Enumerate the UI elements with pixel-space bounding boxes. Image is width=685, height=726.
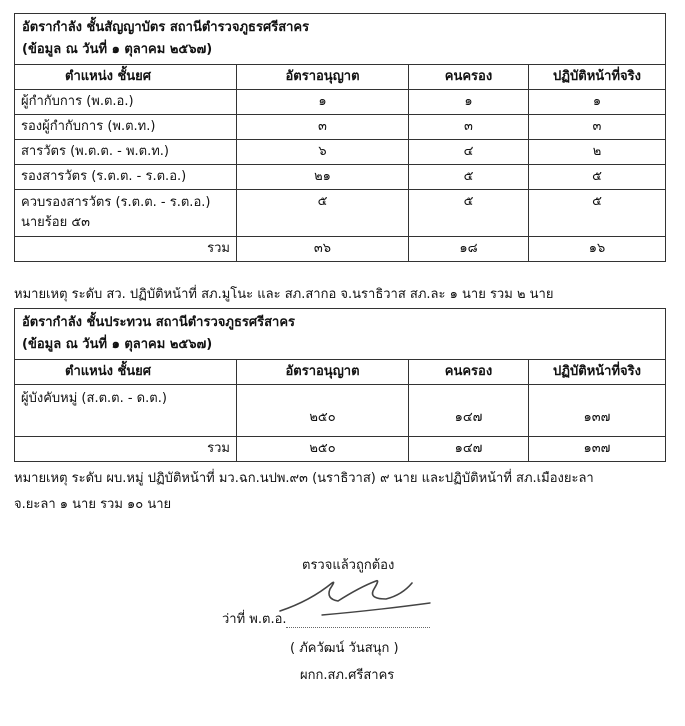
table-title-block [15, 309, 666, 360]
total-actual: ๑๖ [529, 237, 666, 262]
row-held: ๑๔๗ [409, 385, 529, 437]
row-allowed: ๖ [237, 140, 409, 165]
row-allowed: ๒๑ [237, 165, 409, 190]
row-actual: ๑ [529, 90, 666, 115]
col-header-actual: ปฏิบัติหน้าที่จริง [529, 360, 666, 385]
row-allowed: ๕ [237, 190, 409, 237]
row-held: ๕ [409, 190, 529, 237]
table-row [15, 140, 666, 165]
row-held: ๓ [409, 115, 529, 140]
row-position: ผู้กำกับการ (พ.ต.อ.) [15, 90, 237, 115]
total-held: ๑๔๗ [409, 437, 529, 462]
table-row [15, 385, 666, 437]
row-held: ๕ [409, 165, 529, 190]
row-allowed: ๓ [237, 115, 409, 140]
signer-name: ( ภัควัฒน์ วันสนุก ) [290, 641, 399, 656]
total-label: รวม [15, 437, 237, 462]
table-row [15, 90, 666, 115]
total-held: ๑๘ [409, 237, 529, 262]
table-header-row [15, 65, 666, 90]
row-position: ควบรองสารวัตร (ร.ต.ต. - ร.ต.อ.) [21, 195, 211, 210]
total-allowed: ๒๕๐ [237, 437, 409, 462]
table-title: อัตรากำลัง ชั้นประทวน สถานีตำรวจภูธรศรีสาคร [22, 315, 296, 330]
row-actual: ๕ [529, 190, 666, 237]
signature-line [286, 627, 430, 628]
note-commissioned: หมายเหตุ ระดับ สว. ปฏิบัติหน้าที่ สภ.มูโนะ และ สภ.สากอ จ.นราธิวาส สภ.ละ ๑ นาย รวม ๒ นาย [14, 287, 554, 302]
table-header-row [15, 360, 666, 385]
table-subtitle: (ข้อมูล ณ วันที่ ๑ ตุลาคม ๒๕๖๗) [22, 42, 213, 57]
row-position-cell [15, 190, 237, 237]
total-allowed: ๓๖ [237, 237, 409, 262]
verified-label: ตรวจแล้วถูกต้อง [302, 558, 395, 573]
table-subtitle: (ข้อมูล ณ วันที่ ๑ ตุลาคม ๒๕๖๗) [22, 337, 213, 352]
row-position: รองสารวัตร (ร.ต.ต. - ร.ต.อ.) [15, 165, 237, 190]
note-line-2: จ.ยะลา ๑ นาย รวม ๑๐ นาย [14, 497, 172, 512]
note-non-commissioned [14, 468, 679, 516]
row-position: รองผู้กำกับการ (พ.ต.ท.) [15, 115, 237, 140]
table-total-row [15, 437, 666, 462]
row-held: ๔ [409, 140, 529, 165]
row-allowed: ๒๕๐ [237, 385, 409, 437]
col-header-held: คนครอง [409, 65, 529, 90]
row-held: ๑ [409, 90, 529, 115]
row-allowed: ๑ [237, 90, 409, 115]
row-actual: ๒ [529, 140, 666, 165]
signer-rank: ว่าที่ พ.ต.อ. [222, 612, 287, 627]
row-actual: ๕ [529, 165, 666, 190]
signer-title: ผกก.สภ.ศรีสาคร [300, 668, 395, 683]
col-header-position: ตำแหน่ง ชั้นยศ [15, 360, 237, 385]
col-header-position: ตำแหน่ง ชั้นยศ [15, 65, 237, 90]
col-header-held: คนครอง [409, 360, 529, 385]
table-row [15, 115, 666, 140]
total-actual: ๑๓๗ [529, 437, 666, 462]
table-title-block [15, 14, 666, 65]
table-title: อัตรากำลัง ชั้นสัญญาบัตร สถานีตำรวจภูธรศรีสาคร [22, 20, 310, 35]
row-position: สารวัตร (พ.ต.ต. - พ.ต.ท.) [15, 140, 237, 165]
table-row [15, 190, 666, 237]
non-commissioned-officer-table [14, 308, 666, 462]
table-total-row [15, 237, 666, 262]
row-position-line2: นายร้อย ๕๓ [21, 215, 91, 230]
handwritten-signature [270, 575, 440, 625]
row-actual: ๓ [529, 115, 666, 140]
row-actual: ๑๓๗ [529, 385, 666, 437]
note-line-1: หมายเหตุ ระดับ ผบ.หมู่ ปฏิบัติหน้าที่ มว.ฉก.นปพ.๙๓ (นราธิวาส) ๙ นาย และปฏิบัติหน้าที่ สภ.เมืองยะลา [14, 471, 594, 486]
total-label: รวม [15, 237, 237, 262]
col-header-actual: ปฏิบัติหน้าที่จริง [529, 65, 666, 90]
commissioned-officer-table [14, 13, 666, 262]
col-header-allowed: อัตราอนุญาต [237, 65, 409, 90]
row-position: ผู้บังคับหมู่ (ส.ต.ต. - ด.ต.) [15, 385, 237, 437]
table-row [15, 165, 666, 190]
col-header-allowed: อัตราอนุญาต [237, 360, 409, 385]
